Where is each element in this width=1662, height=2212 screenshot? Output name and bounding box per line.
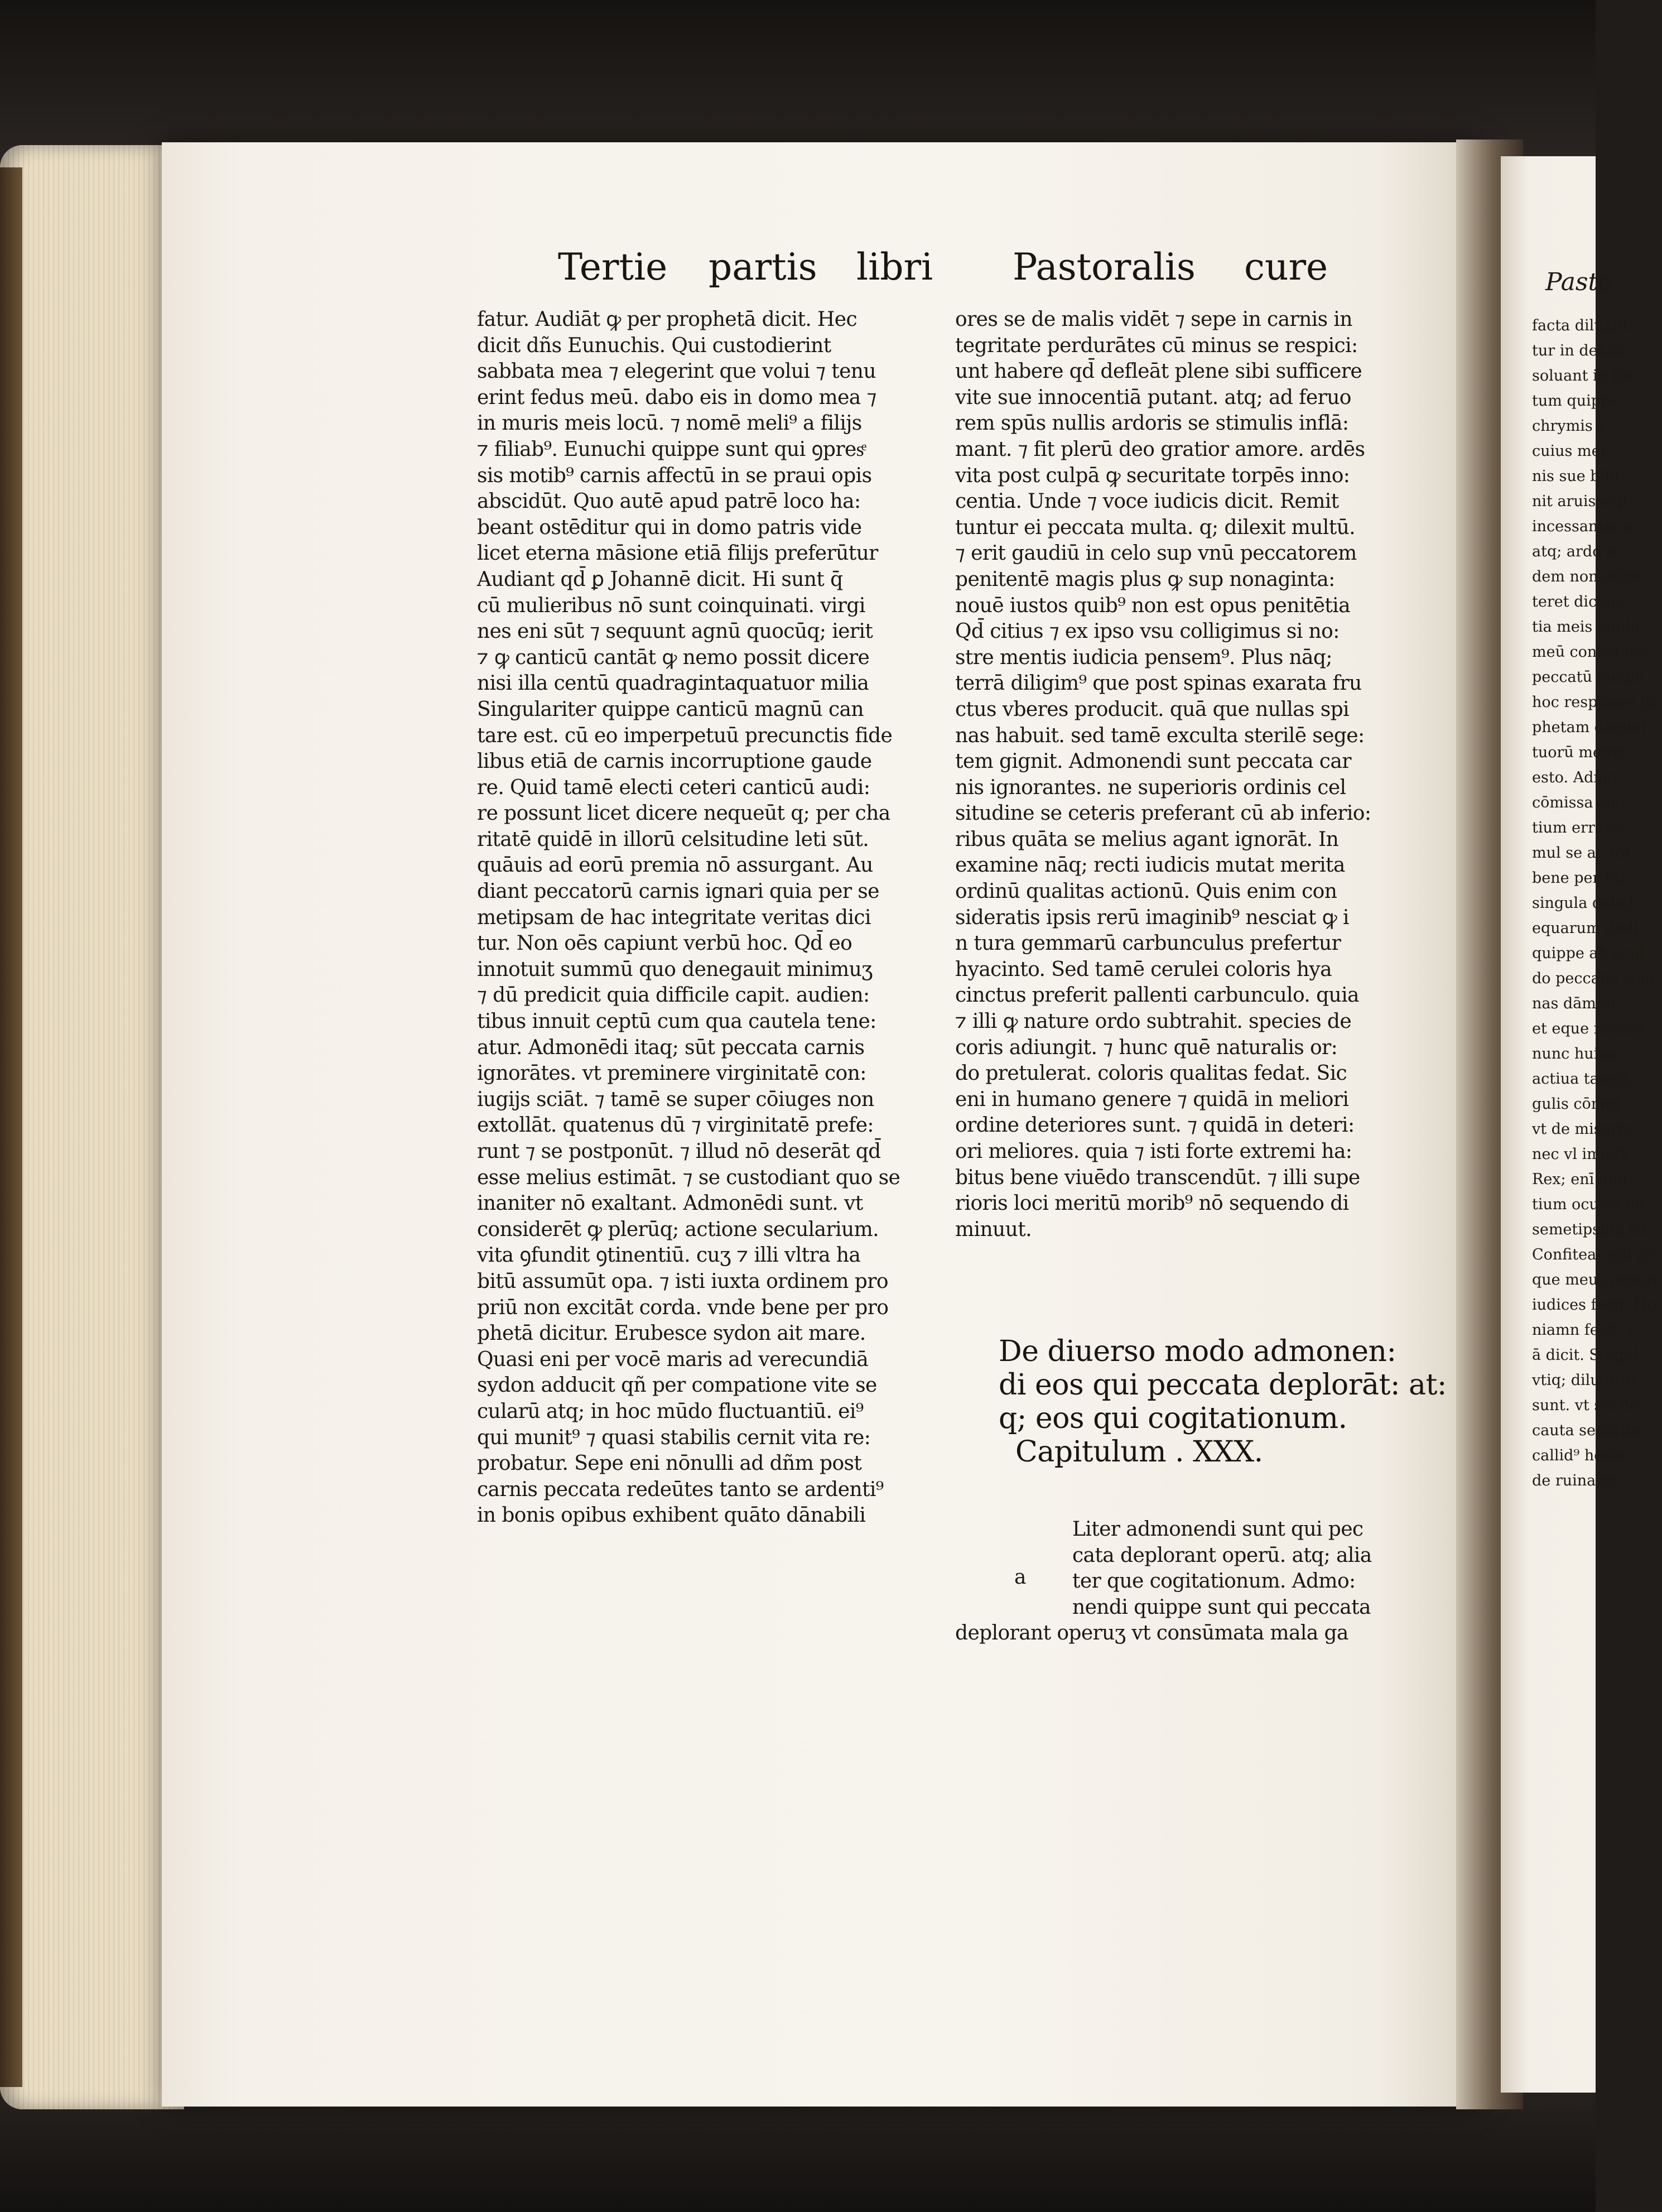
text-line: dicit dñs Eunuchis. Qui custodierint	[477, 334, 831, 357]
facing-text-line: cauta securita	[1532, 1422, 1641, 1439]
text-line: extollāt. quatenus dū ⁊ virginitatē prefe:	[477, 1114, 874, 1137]
text-line: cularū atq; in hoc mūdo fluctuantiū. ei⁹	[477, 1400, 864, 1423]
facing-text-line: et eque menso	[1532, 1020, 1644, 1037]
text-line: rioris loci meritū morib⁹ nō sequendo di	[955, 1192, 1349, 1215]
text-line: Liter admonendi sunt qui pec	[1072, 1518, 1364, 1541]
text-line: centia. Unde ⁊ voce iudicis dicit. Remit	[955, 490, 1339, 513]
text-line: cū mulieribus nō sunt coinquinati. virgi	[477, 594, 865, 617]
text-line: hyacinto. Sed tamē cerulei coloris hya	[955, 958, 1332, 981]
facing-text-line: callid⁹ hoste	[1532, 1447, 1626, 1464]
text-line: Audiant qd̄ ꝑ Johannē dicit. Hi sunt q̄	[477, 568, 843, 591]
facing-text-line: phetam domini	[1532, 719, 1647, 736]
chapter-title-line: De diuerso modo admonen:	[999, 1335, 1396, 1368]
text-line: ordinū qualitas actionū. Quis enim con	[955, 880, 1337, 903]
text-line: ctus vberes producit. quā que nullas spi	[955, 698, 1349, 721]
text-line: probatur. Sepe eni nōnulli ad dñm post	[477, 1452, 862, 1475]
text-line: tare est. cū eo imperpetuū precunctis fide	[477, 724, 893, 747]
text-line: ordine deteriores sunt. ⁊ quidā in deteri:	[955, 1114, 1355, 1137]
text-line: re possunt licet dicere nequeūt q; per cha	[477, 802, 890, 825]
text-line: tur. Non oēs capiunt verbū hoc. Qd̄ eo	[477, 932, 852, 955]
text-line: ⁊ erit gaudiū in celo sup vnū peccatorem	[955, 542, 1357, 565]
facing-text-line: mul se ac tot	[1532, 844, 1631, 862]
text-line: nis ignorantes. ne superioris ordinis cel	[955, 776, 1346, 799]
running-head-word: Tertie	[558, 246, 668, 288]
facing-text-line: que meus miserc	[1532, 1271, 1662, 1288]
chapter-label: Capitulum . XXX.	[1015, 1435, 1263, 1469]
facing-page	[1501, 156, 1662, 2093]
running-head	[558, 246, 1328, 301]
right-text-column	[955, 307, 1407, 1243]
chapter-title-line: di eos qui peccata deplorāt: at:	[999, 1368, 1447, 1402]
guide-letter: a	[1014, 1566, 1027, 1589]
text-line: inaniter nō exaltant. Admonēdi sunt. vt	[477, 1192, 863, 1215]
text-line: n tura gemmarū carbunculus prefertur	[955, 932, 1341, 955]
text-line: Singulariter quippe canticū magnū can	[477, 698, 864, 721]
text-line: sabbata mea ⁊ elegerint que volui ⁊ tenu	[477, 360, 876, 383]
text-line: tibus innuit ceptū cum qua cautela tene:	[477, 1010, 876, 1033]
text-line: vite sue innocentiā putant. atq; ad feruo	[955, 386, 1351, 409]
facing-text-line: nas dāmnū.	[1532, 995, 1621, 1012]
text-line: runt ⁊ se postponūt. ⁊ illud nō deserāt qd̄	[477, 1140, 881, 1163]
text-line: innotuit summū quo denegauit minimuʒ	[477, 958, 873, 981]
text-line: Qd̄ citius ⁊ ex ipso vsu colligimus si no:	[955, 620, 1340, 643]
facing-text-line: cōmissa con	[1532, 794, 1625, 811]
facing-text-line: tium oculos fle	[1532, 1196, 1645, 1213]
text-line: unt habere qd̄ defleāt plene sibi sufficere	[955, 360, 1362, 383]
facing-text-line: tium erroris	[1532, 819, 1624, 836]
facing-text-line: hoc respicere ip	[1532, 694, 1655, 711]
text-line: in muris meis locū. ⁊ nomē meli⁹ a filijs	[477, 412, 862, 435]
facing-text-line: meū contra me	[1532, 643, 1647, 661]
text-line: bitū assumūt opa. ⁊ isti iuxta ordinem pro	[477, 1270, 888, 1293]
running-head-word: libri	[856, 246, 933, 288]
text-line: ores se de malis vidēt ⁊ sepe in carnis in	[955, 308, 1352, 331]
facing-text-line: incessanter e	[1532, 518, 1634, 535]
facing-text-line: Confitear enī gr	[1532, 1246, 1654, 1263]
text-line: iugijs sciāt. ⁊ tamē se super cōiuges non	[477, 1088, 874, 1111]
text-line: nendi quippe sunt qui peccata	[1072, 1595, 1371, 1619]
text-line: phetā dicitur. Erubesce sydon ait mare.	[477, 1322, 866, 1345]
left-text-column	[477, 307, 929, 1529]
facing-page-head: Pasto	[1545, 268, 1613, 296]
text-line: qui munit⁹ ⁊ quasi stabilis cernit vita re:	[477, 1426, 871, 1449]
text-line: ⁊ ꝙ canticū cantāt ꝙ nemo possit dicere	[477, 646, 870, 669]
text-line: abscidūt. Quo autē apud patrē loco ha:	[477, 490, 861, 513]
text-line: eni in humano genere ⁊ quidā in meliori	[955, 1088, 1349, 1111]
chapter-title-line: q; eos qui cogitationum.	[999, 1402, 1347, 1435]
text-line: nouē iustos quib⁹ non est opus penitētia	[955, 594, 1350, 617]
text-line: tem gignit. Admonendi sunt peccata car	[955, 750, 1351, 773]
text-line: beant ostēditur qui in domo patris vide	[477, 516, 862, 539]
facing-text-line: bene per his	[1532, 869, 1627, 887]
text-line: vita ꝯfundit ꝯtinentiū. cuʒ ⁊ illi vltra ha	[477, 1244, 861, 1267]
running-head-word: Pastoralis	[1013, 246, 1196, 288]
facing-text-line: equarum dedi	[1532, 920, 1639, 937]
facing-text-line: nec vl imode	[1532, 1146, 1629, 1163]
text-line: examine nāq; recti iudicis mutat merita	[955, 854, 1345, 877]
text-line: diant peccatorū carnis ignari quia per se	[477, 880, 879, 903]
text-line: in bonis opibus exhibent quāto dānabili	[477, 1504, 866, 1527]
running-head-word: partis	[709, 246, 817, 288]
facing-text-line: nit aruisse p	[1532, 493, 1627, 510]
facing-text-line: singula delict	[1532, 895, 1635, 912]
text-line: terrā diligim⁹ que post spinas exarata fru	[955, 672, 1362, 695]
facing-text-line: do peccatis sing	[1532, 970, 1655, 987]
text-line: ori meliores. quia ⁊ isti forte extremi ha:	[955, 1140, 1352, 1163]
facing-text-line: nis sue bibi	[1532, 468, 1620, 485]
text-line: licet eterna māsione etiā filijs preferūtur	[477, 542, 878, 565]
facing-text-line: gulis cōmot	[1532, 1095, 1621, 1113]
facing-text-line: teret dicens.	[1532, 593, 1628, 610]
text-line: Quasi eni per vocē maris ad verecundiā	[477, 1348, 869, 1371]
text-line: ⁊ filiab⁹. Eunuchi quippe sunt qui ꝯpresͤ	[477, 437, 864, 461]
text-line: considerēt ꝙ plerūq; actione secularium.	[477, 1218, 879, 1241]
book-cover-edge	[0, 167, 22, 2087]
facing-text-line: semetipsum ca	[1532, 1221, 1646, 1238]
facing-text-line: sunt. vt sic de	[1532, 1397, 1639, 1414]
facing-page-text	[1501, 313, 1662, 1493]
facing-text-line: soluant in fle	[1532, 367, 1631, 384]
text-line: sydon adducit qñ per compatione vite se	[477, 1374, 877, 1397]
text-line: deplorant operuʒ vt consūmata mala ga	[955, 1622, 1348, 1645]
text-line: nas habuit. sed tamē exculta sterilē sege:	[955, 724, 1365, 747]
facing-text-line: tuorū memo	[1532, 744, 1625, 761]
facing-text-line: vtiq; diluditur	[1532, 1372, 1637, 1389]
facing-text-line: chrymis ⁊	[1532, 417, 1605, 435]
text-line: mant. ⁊ fit plerū deo gratior amore. ardēs	[955, 437, 1365, 461]
text-line: libus etiā de carnis incorruptione gaude	[477, 750, 872, 773]
text-line: ⁊ dū predicit quia difficile capit. audien:	[477, 984, 870, 1007]
text-line: fatur. Audiāt ꝙ per prophetā dicit. Hec	[477, 308, 858, 331]
facing-text-line: dem non debe	[1532, 568, 1640, 585]
text-line: ribus quāta se melius agant ignorāt. In	[955, 828, 1339, 851]
facing-text-line: actiua tangit	[1532, 1070, 1629, 1088]
text-line: bitus bene viuēdo transcendūt. ⁊ illi supe	[955, 1166, 1360, 1189]
text-line: ritatē quidē in illorū celsitudine leti sūt.	[477, 828, 869, 851]
facing-text-line: quippe ab ocul	[1532, 945, 1645, 962]
text-line: atur. Admonēdi itaq; sūt peccata carnis	[477, 1036, 865, 1059]
text-line: erint fedus meū. dabo eis in domo mea ⁊	[477, 386, 876, 409]
text-line: nisi illa centū quadragintaquatuor milia	[477, 672, 869, 695]
text-line: ⁊ illi ꝙ nature ordo subtrahit. species de	[955, 1010, 1352, 1033]
facing-text-line: vt de miseric	[1532, 1121, 1631, 1138]
text-line: esse melius estimāt. ⁊ se custodiant quo se	[477, 1166, 900, 1189]
text-line: sideratis ipsis rerū imaginib⁹ nesciat ꝙ i	[955, 906, 1349, 929]
text-line: vita post culpā ꝙ securitate torpēs inno:	[955, 464, 1350, 487]
text-line: nes eni sūt ⁊ sequunt agnū quocūq; ierit	[477, 620, 873, 643]
text-line: rem spūs nullis ardoris se stimulis inflā:	[955, 412, 1349, 435]
text-line: cinctus preferit pallenti carbunculo. quia	[955, 984, 1359, 1007]
text-line: tuntur ei peccata multa. q; dilexit multū.	[955, 516, 1356, 539]
text-line: re. Quid tamē electi ceteri canticū audi:	[477, 776, 870, 799]
chapter-heading	[999, 1335, 1447, 1469]
text-line: minuut.	[955, 1218, 1032, 1241]
facing-text-line: tur in debito	[1532, 342, 1627, 359]
facing-text-line: tum quippe	[1532, 392, 1620, 410]
facing-text-line: ā dicit. Singul	[1532, 1347, 1639, 1364]
facing-text-line: nunc huius	[1532, 1045, 1616, 1062]
facing-text-line: esto. Admo	[1532, 769, 1617, 786]
running-head-word: cure	[1244, 246, 1328, 288]
text-line: penitentē magis plus ꝙ sup nonaginta:	[955, 568, 1335, 591]
text-line: quāuis ad eorū premia nō assurgant. Au	[477, 854, 873, 877]
facing-text-line: Rex; enī don	[1532, 1171, 1627, 1188]
facing-text-line: peccatū meum	[1532, 669, 1644, 686]
text-line: situdine se ceteris preferant cū ab inferio:	[955, 802, 1371, 825]
text-line: priū non excitāt corda. vnde bene per pro	[477, 1296, 889, 1319]
text-line: sis motib⁹ carnis affectū in se praui opis	[477, 464, 872, 487]
book-page-edges	[0, 145, 184, 2109]
facing-text-line: cuius mer	[1532, 443, 1608, 460]
facing-text-line: iudices fecit. Ho	[1532, 1296, 1657, 1314]
text-line: ignorātes. vt preminere virginitatē con:	[477, 1062, 866, 1085]
facing-text-line: atq; ardo a	[1532, 543, 1616, 560]
facing-text-line: niamn fecit. C	[1532, 1321, 1640, 1339]
text-line: do pretulerat. coloris qualitas fedat. Sic	[955, 1062, 1347, 1085]
text-line: stre mentis iudicia pensem⁹. Plus nāq;	[955, 646, 1332, 669]
facing-text-line: tia meis paulo	[1532, 618, 1640, 636]
text-line: tegritate perdurātes cū minus se respici:	[955, 334, 1358, 357]
text-line: cata deplorant operū. atq; alia	[1072, 1543, 1372, 1567]
text-line: metipsam de hac integritate veritas dici	[477, 906, 871, 929]
text-line: coris adiungit. ⁊ hunc quē naturalis or:	[955, 1036, 1338, 1059]
facing-text-line: facta diluant	[1532, 317, 1629, 334]
facing-text-line: de ruina su	[1532, 1472, 1618, 1489]
text-line: ter que cogitationum. Admo:	[1072, 1570, 1356, 1593]
text-line: carnis peccata redeūtes tanto se ardenti⁹	[477, 1478, 884, 1501]
